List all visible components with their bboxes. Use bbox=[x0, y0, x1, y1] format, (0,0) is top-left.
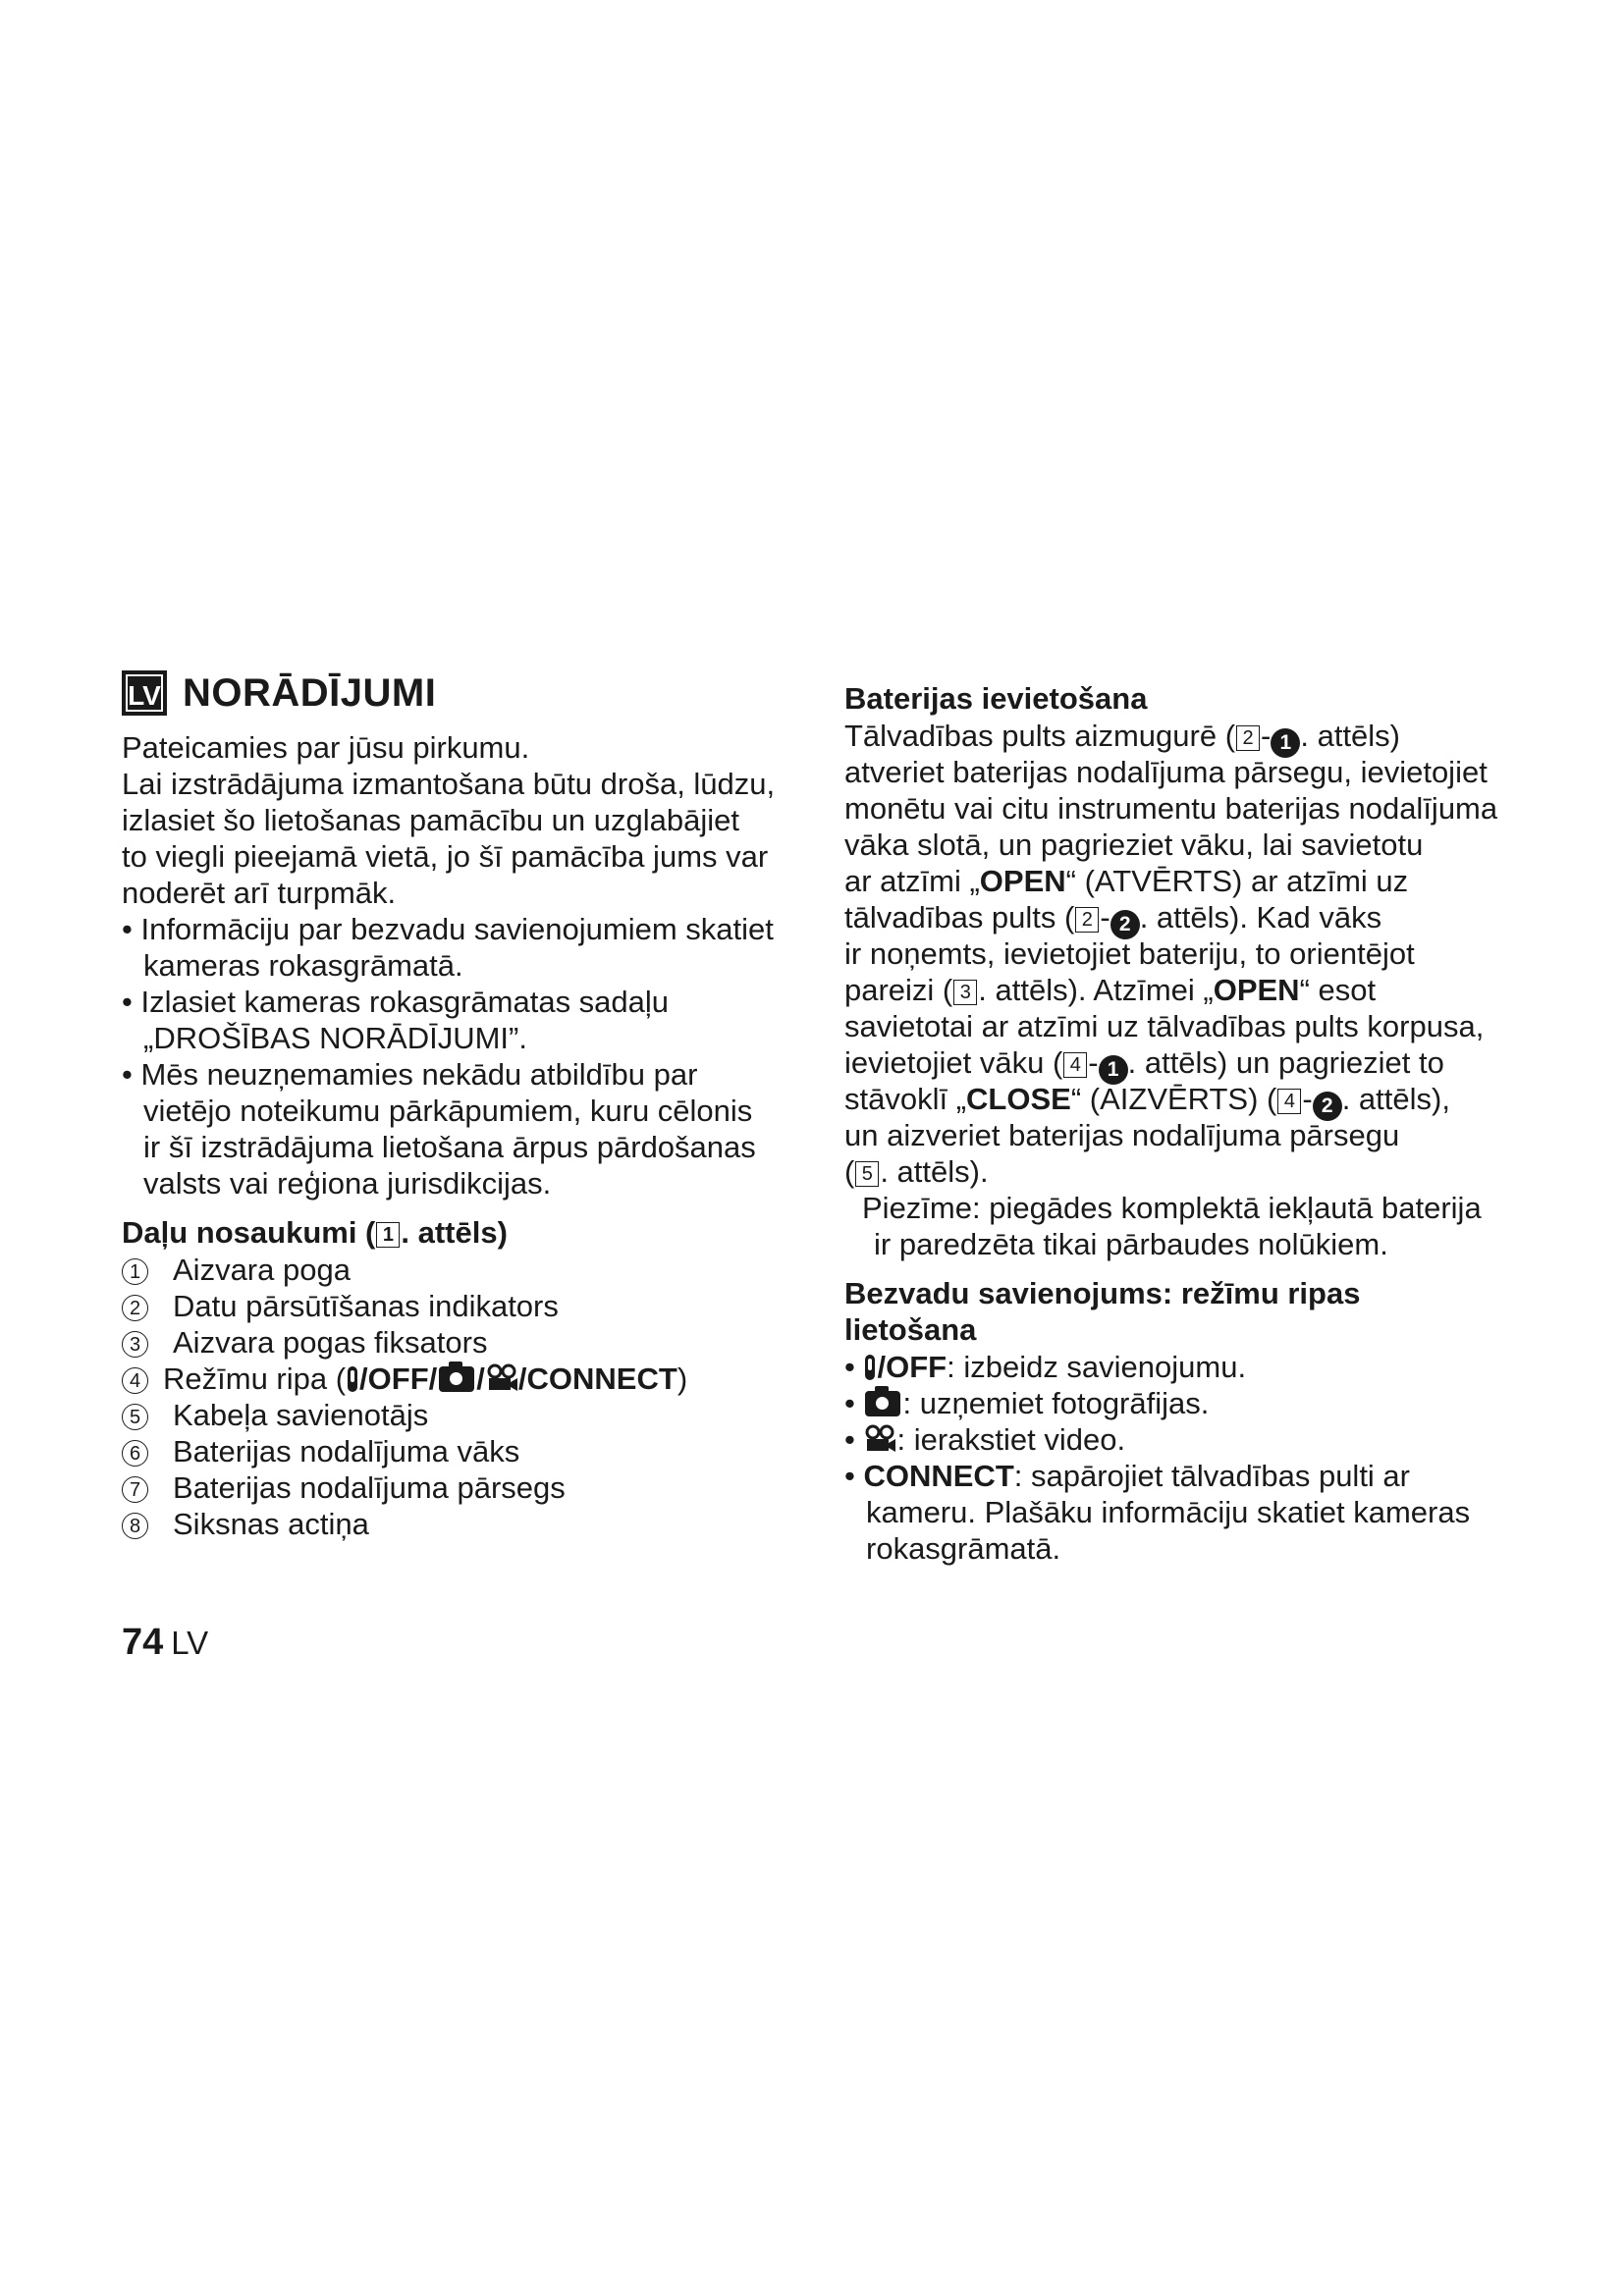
wireless-heading: lietošana bbox=[844, 1312, 977, 1347]
part-item bbox=[122, 1397, 148, 1433]
part-label: Aizvara poga bbox=[173, 1253, 351, 1287]
page-number: 74 LV bbox=[122, 1622, 209, 1663]
part-label: Režīmu ripa ( /OFF/ / /CONNECT) bbox=[163, 1362, 688, 1396]
battery-line: un aizveriet baterijas nodalījuma pārsegu bbox=[844, 1118, 1400, 1152]
part-number: 2 bbox=[122, 1295, 148, 1321]
part-number: 5 bbox=[122, 1404, 148, 1430]
part-item bbox=[122, 1361, 148, 1397]
part-number: 3 bbox=[122, 1331, 148, 1358]
mode-item-photo: • : uzņemiet fotogrāfijas. bbox=[844, 1386, 1210, 1420]
part-number: 1 bbox=[122, 1258, 148, 1285]
camera-icon bbox=[865, 1391, 900, 1416]
figure-number: 2 bbox=[1075, 907, 1099, 933]
part-item bbox=[122, 1252, 148, 1288]
part-label: Kabeļa savienotājs bbox=[173, 1398, 429, 1432]
battery-line: stāvoklī „CLOSE“ (AIZVĒRTS) ( 4 - 2 . attēls), bbox=[844, 1081, 1450, 1121]
video-camera-icon bbox=[485, 1363, 518, 1393]
parts-heading: Daļu nosaukumi ( 1 . attēls) bbox=[122, 1215, 508, 1250]
battery-line: atveriet baterijas nodalījuma pārsegu, ievietojiet bbox=[844, 755, 1488, 789]
part-label: Aizvara pogas fiksators bbox=[173, 1325, 488, 1360]
part-label: Baterijas nodalījuma vāks bbox=[173, 1434, 520, 1468]
battery-line: ( 5 . attēls). bbox=[844, 1154, 989, 1189]
figure-number: 4 bbox=[1277, 1089, 1301, 1114]
bullet-line: • Mēs neuzņemamies nekādu atbildību par bbox=[122, 1057, 698, 1092]
battery-line: ar atzīmi „OPEN“ (ATVĒRTS) ar atzīmi uz bbox=[844, 864, 1409, 898]
bullet-line: „DROŠĪBAS NORĀDĪJUMI”. bbox=[143, 1021, 527, 1055]
figure-number: 4 bbox=[1063, 1052, 1087, 1078]
bullet-line: • Informāciju par bezvadu savienojumiem skatiet bbox=[122, 912, 774, 946]
bullet-line: kameras rokasgrāmatā. bbox=[143, 948, 463, 983]
battery-heading: Baterijas ievietošana bbox=[844, 681, 1148, 716]
figure-number: 2 bbox=[1236, 725, 1260, 751]
part-number: 4 bbox=[122, 1367, 148, 1394]
battery-line: ir noņemts, ievietojiet bateriju, to orientējot bbox=[844, 936, 1415, 971]
step-number: 1 bbox=[1271, 728, 1300, 758]
mode-item-connect-cont: rokasgrāmatā. bbox=[866, 1531, 1061, 1566]
mode-item-connect: • CONNECT: sapārojiet tālvadības pulti ar bbox=[844, 1459, 1410, 1493]
part-label: Baterijas nodalījuma pārsegs bbox=[173, 1470, 566, 1505]
part-label: Datu pārsūtīšanas indikators bbox=[173, 1289, 559, 1323]
wireless-heading: Bezvadu savienojums: režīmu ripas bbox=[844, 1276, 1361, 1310]
intro-line: izlasiet šo lietošanas pamācību un uzglabājiet bbox=[122, 803, 739, 837]
intro-line: Lai izstrādājuma izmantošana būtu droša, lūdzu, bbox=[122, 767, 776, 801]
camera-icon bbox=[439, 1366, 474, 1392]
step-number: 2 bbox=[1313, 1092, 1342, 1121]
remote-power-icon bbox=[348, 1366, 357, 1392]
part-item bbox=[122, 1506, 148, 1542]
mode-item-off: • /OFF: izbeidz savienojumu. bbox=[844, 1350, 1247, 1384]
video-camera-icon bbox=[863, 1424, 896, 1454]
bullet-line: vietējo noteikumu pārkāpumiem, kuru cēlonis bbox=[143, 1094, 753, 1128]
bullet-line: ir šī izstrādājuma lietošana ārpus pārdošanas bbox=[143, 1130, 756, 1164]
part-item bbox=[122, 1324, 148, 1361]
figure-number: 3 bbox=[953, 980, 977, 1005]
battery-line: ievietojiet vāku ( 4 - 1 . attēls) un pagrieziet to bbox=[844, 1044, 1444, 1085]
figure-number: 5 bbox=[855, 1161, 879, 1187]
part-label: Siksnas actiņa bbox=[173, 1507, 369, 1541]
battery-line: monētu vai citu instrumentu baterijas nodalījuma bbox=[844, 791, 1498, 826]
mode-item-connect-cont: kameru. Plašāku informāciju skatiet kameras bbox=[866, 1495, 1471, 1529]
part-item bbox=[122, 1288, 148, 1324]
section-title bbox=[122, 670, 436, 716]
intro-line: to viegli pieejamā vietā, jo šī pamācība jums var bbox=[122, 839, 769, 874]
part-number: 8 bbox=[122, 1513, 148, 1539]
step-number: 2 bbox=[1110, 910, 1140, 939]
battery-note: ir paredzēta tikai pārbaudes nolūkiem. bbox=[874, 1227, 1388, 1261]
bullet-line: valsts vai reģiona jurisdikcijas. bbox=[143, 1166, 552, 1201]
battery-line: savietotai ar atzīmi uz tālvadības pults korpusa, bbox=[844, 1009, 1485, 1043]
remote-power-icon bbox=[865, 1355, 875, 1380]
battery-line: pareizi ( 3 . attēls). Atzīmei „OPEN“ esot bbox=[844, 973, 1377, 1007]
intro-line: Pateicamies par jūsu pirkumu. bbox=[122, 730, 530, 765]
bullet-line: • Izlasiet kameras rokasgrāmatas sadaļu bbox=[122, 985, 670, 1019]
part-number: 6 bbox=[122, 1440, 148, 1467]
intro-line: noderēt arī turpmāk. bbox=[122, 876, 397, 910]
battery-line: vāka slotā, un pagrieziet vāku, lai savietotu bbox=[844, 828, 1424, 862]
page-title: NORĀDĪJUMI bbox=[183, 670, 437, 715]
part-item bbox=[122, 1433, 148, 1469]
part-item bbox=[122, 1469, 148, 1506]
figure-number: 1 bbox=[376, 1222, 400, 1248]
part-number: 7 bbox=[122, 1476, 148, 1503]
step-number: 1 bbox=[1099, 1055, 1128, 1085]
language-badge: LV bbox=[122, 670, 167, 716]
battery-line: tālvadības pults ( 2 - 2 . attēls). Kad vāks bbox=[844, 899, 1381, 939]
battery-line: Tālvadības pults aizmugurē ( 2 - 1 . attēls) bbox=[844, 718, 1400, 758]
mode-item-video: • : ierakstiet video. bbox=[844, 1422, 1126, 1457]
battery-note: Piezīme: piegādes komplektā iekļautā baterija bbox=[862, 1191, 1482, 1225]
